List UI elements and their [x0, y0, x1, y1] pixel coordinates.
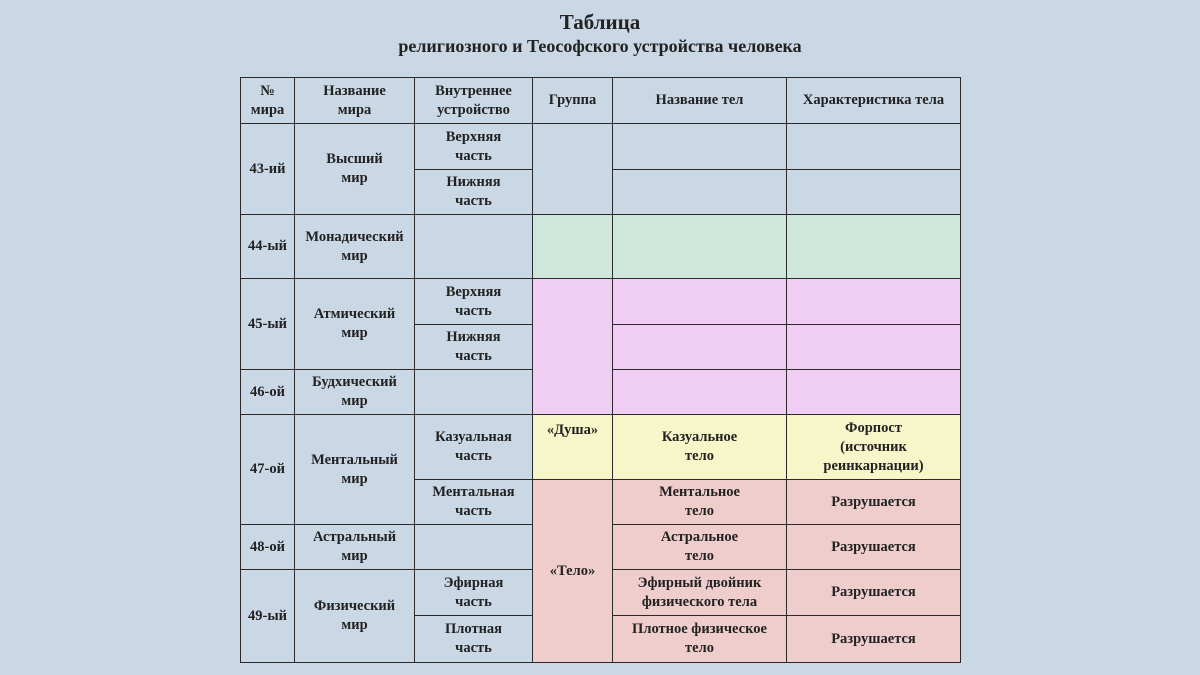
char-45-upper: [787, 279, 961, 325]
world-name-46: Будхический мир: [295, 370, 415, 415]
body-47-mental: Ментальное тело: [613, 480, 787, 525]
inner-45-upper: Верхняя часть: [415, 279, 533, 325]
inner-43-lower: Нижняя часть: [415, 170, 533, 215]
world-name-47: Ментальный мир: [295, 415, 415, 525]
world-name-43: Высший мир: [295, 124, 415, 215]
body-45-upper: [613, 279, 787, 325]
char-48: Разрушается: [787, 525, 961, 570]
inner-45-lower: Нижняя часть: [415, 325, 533, 370]
group-45-46: [533, 279, 613, 415]
body-46: [613, 370, 787, 415]
inner-48: [415, 525, 533, 570]
table-row: [241, 279, 961, 325]
header-world: Название мира: [295, 78, 415, 124]
world-name-49: Физический мир: [295, 570, 415, 663]
world-num-43: 43-ий: [241, 124, 295, 215]
header-row: [241, 78, 961, 124]
world-name-48: Астральный мир: [295, 525, 415, 570]
header-char: Характеристика тела: [787, 78, 961, 124]
body-43-upper: [613, 124, 787, 170]
char-47-mental: Разрушается: [787, 480, 961, 525]
char-46: [787, 370, 961, 415]
world-num-49: 49-ый: [241, 570, 295, 663]
group-43: [533, 124, 613, 215]
table-subtitle: религиозного и Теософского устройства человека: [398, 36, 802, 56]
table-row: [241, 124, 961, 170]
header-inner: Внутреннее устройство: [415, 78, 533, 124]
char-45-lower: [787, 325, 961, 370]
body-44: [613, 215, 787, 279]
body-49-dense: Плотное физическое тело: [613, 616, 787, 663]
body-48: Астральное тело: [613, 525, 787, 570]
char-43-lower: [787, 170, 961, 215]
body-49-etheric: Эфирный двойник физического тела: [613, 570, 787, 616]
inner-47-causal: Казуальная часть: [415, 415, 533, 480]
world-num-47: 47-ой: [241, 415, 295, 525]
body-45-lower: [613, 325, 787, 370]
world-name-44: Монадический мир: [295, 215, 415, 279]
world-num-46: 46-ой: [241, 370, 295, 415]
header-num: № мира: [241, 78, 295, 124]
group-soul: «Душа»: [533, 415, 613, 480]
header-bodies: Название тел: [613, 78, 787, 124]
char-47-causal: Форпост (источник реинкарнации): [787, 415, 961, 480]
inner-49-dense: Плотная часть: [415, 616, 533, 663]
header-group: Группа: [533, 78, 613, 124]
world-name-45: Атмический мир: [295, 279, 415, 370]
char-49-dense: Разрушается: [787, 616, 961, 663]
char-44: [787, 215, 961, 279]
world-num-48: 48-ой: [241, 525, 295, 570]
char-43-upper: [787, 124, 961, 170]
world-num-45: 45-ый: [241, 279, 295, 370]
inner-49-etheric: Эфирная часть: [415, 570, 533, 616]
table-row: [241, 415, 961, 480]
group-44: [533, 215, 613, 279]
inner-43-upper: Верхняя часть: [415, 124, 533, 170]
inner-44: [415, 215, 533, 279]
table-title: Таблица: [559, 10, 641, 34]
body-47-causal: Казуальное тело: [613, 415, 787, 480]
table-row: [241, 215, 961, 279]
world-num-44: 44-ый: [241, 215, 295, 279]
inner-46: [415, 370, 533, 415]
theosophy-table: [240, 77, 961, 663]
inner-47-mental: Ментальная часть: [415, 480, 533, 525]
char-49-etheric: Разрушается: [787, 570, 961, 616]
body-43-lower: [613, 170, 787, 215]
group-body: «Тело»: [533, 480, 613, 663]
